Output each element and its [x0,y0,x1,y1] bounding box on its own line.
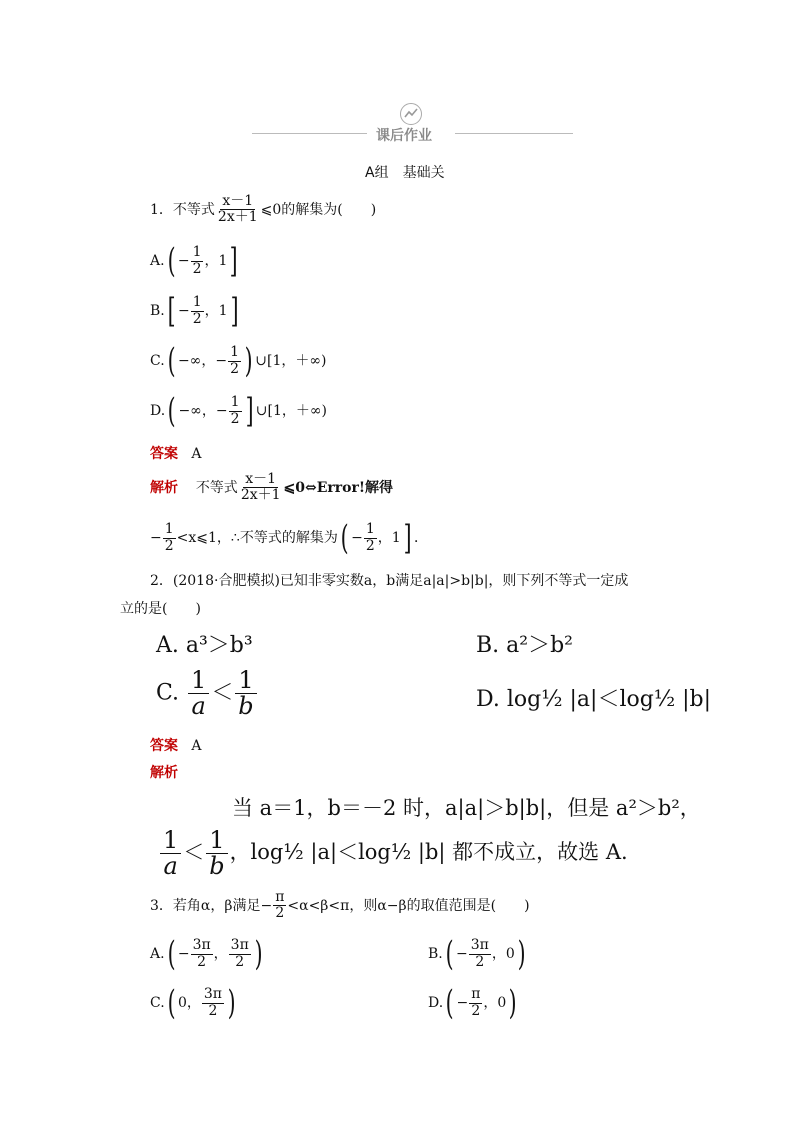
frac-den: 2 [164,537,174,554]
option-content: − [178,303,190,319]
paren-left: ( [167,341,176,381]
q1-lead: 1．不等式 [150,201,215,218]
q3-lead: 3．若角α，β满足− [150,897,273,914]
q2-option-c[interactable]: C. $\frac{1}{a}$ ＜ $\frac{1}{b}$ [156,668,259,719]
q1-conclusion [150,518,428,558]
frac-num: 1 [164,521,174,538]
q1-frac-den: 2x＋1 [217,209,258,226]
conclusion-pre: − [150,530,162,546]
q2-option-d[interactable]: D. log½ |a|＜log½ |b| [476,687,712,712]
q3-option-d-label: D. [428,995,444,1011]
header-rule-left [252,133,367,134]
frac-den: 2 [197,953,207,970]
paren-right: ] [403,518,412,558]
q1-option-b[interactable] [150,291,241,331]
q1-option-a-label: A. [150,253,165,269]
q2-analysis-line1: 当 a＝1，b＝－2 时，a|a|＞b|b|，但是 a²＞b²， [232,796,701,820]
analysis-tail: ⩽0⇔Error!解得 [283,479,394,496]
q3-option-c[interactable]: C.( 0， $\frac{3\pi}{2}$ ) [150,983,236,1023]
frac-den: 2 [365,537,375,554]
frac-den: 2 [471,1002,481,1019]
frac-num: π [471,986,481,1003]
q3-option-a-label: A. [150,946,165,962]
q3-stem [150,890,530,922]
q1-fraction [216,194,260,226]
q2-option-b[interactable]: B. a²＞b² [476,633,573,658]
frac-den: 2 [275,905,285,922]
q2-option-a[interactable]: A. a³＞b³ [156,633,253,658]
q1-option-d-label: D. [150,403,166,419]
paren-right: ] [230,241,239,281]
option-content: −∞，− [177,353,228,369]
q2-stem-line2: 立的是( ) [120,601,201,617]
paren-right: ) [244,341,253,381]
q2-option-c-label: C. [156,680,180,706]
frac-num: 1 [230,394,240,411]
frac-den: 2x＋1 [240,487,281,504]
frac-den: 2 [192,310,202,327]
q1-analysis [150,472,393,504]
frac-den: 2 [230,360,239,377]
q2-analysis-line2: $\frac{1}{a}$ ＜ $\frac{1}{b}$ ，log½ |a|＜log½ |b| 都不成立，故选 A. [158,828,628,879]
q2-answer [150,735,201,755]
paren-left: ( [340,518,349,558]
option-value: 0 [177,995,187,1011]
frac-num: 3π [203,986,222,1003]
option-content: −∞，− [178,403,228,419]
frac-num: 3π [192,937,211,954]
q3-option-b[interactable]: B.( − $\frac{3\pi}{2}$ ，0) [428,934,526,974]
frac-num: 3π [470,937,489,954]
frac-num: 1 [192,244,202,261]
option-content: − [177,253,190,269]
q1-option-d[interactable] [150,391,327,431]
frac-den: 2 [230,410,240,427]
conclusion-mid: <x⩽1，∴不等式的解集为 [176,530,338,546]
frac-num: π [275,889,285,905]
analysis-line2-text: ，log½ |a|＜log½ |b| 都不成立，故选 A. [229,840,628,865]
frac-num: 1 [192,294,202,311]
answer-value: A [191,738,202,754]
q1-option-c[interactable] [150,341,327,381]
q2-analysis-label [150,762,178,782]
answer-value: A [191,446,202,462]
frac-den: 2 [475,953,485,970]
q1-tail: ⩽0的解集为( ) [260,201,377,218]
conclusion-end: ． [413,530,428,546]
header-title: 课后作业 [376,128,432,144]
paren-left: ( [167,391,176,431]
option-union: ∪[1，＋∞) [255,353,327,369]
frac-den: 2 [208,1002,218,1019]
q1-option-a[interactable] [150,241,241,281]
analysis-lead: 不等式 [195,479,238,496]
answer-label: 答案 [150,738,178,754]
analysis-label: 解析 [150,765,178,781]
section-title: A组 基础关 [365,165,445,181]
option-after: ，1 [204,253,228,269]
q3-option-d[interactable]: D.( − $\frac{\pi}{2}$ ，0) [428,983,517,1023]
paren-right: ] [230,291,239,331]
q2-stem-line1: 2．(2018·合肥模拟)已知非零实数a，b满足a|a|>b|b|，则下列不等式一定成 [150,573,629,589]
option-content: − [351,530,363,546]
option-value: 0 [505,946,515,962]
q1-stem [150,194,376,226]
q3-option-a[interactable]: A.( − $\frac{3\pi}{2}$ ， $\frac{3\pi}{2}$ ) [150,934,263,974]
header-rule-right [455,133,573,134]
analysis-label: 解析 [150,479,178,496]
header-logo-icon [400,103,422,125]
q3-option-c-label: C. [150,995,165,1011]
q1-answer [150,443,201,463]
option-union: ∪[1，＋∞) [255,403,327,419]
frac-num: 1 [230,344,239,361]
q3-option-b-label: B. [428,946,443,962]
option-value: 0 [497,995,507,1011]
frac-num: 3π [230,937,249,954]
q3-tail: <α<β<π，则α−β的取值范围是( ) [287,897,530,914]
paren-left: [ [167,291,176,331]
option-after: ，1 [377,530,401,546]
frac-num: x－1 [245,471,277,487]
answer-label: 答案 [150,446,178,462]
q1-option-c-label: C. [150,353,165,369]
paren-right: ] [245,391,254,431]
paren-left: ( [167,241,176,281]
frac-num: 1 [365,521,375,538]
q1-option-b-label: B. [150,303,165,319]
frac-den: 2 [235,953,245,970]
option-after: ，1 [204,303,228,319]
q1-frac-num: x－1 [222,193,254,209]
frac-den: 2 [192,260,202,277]
